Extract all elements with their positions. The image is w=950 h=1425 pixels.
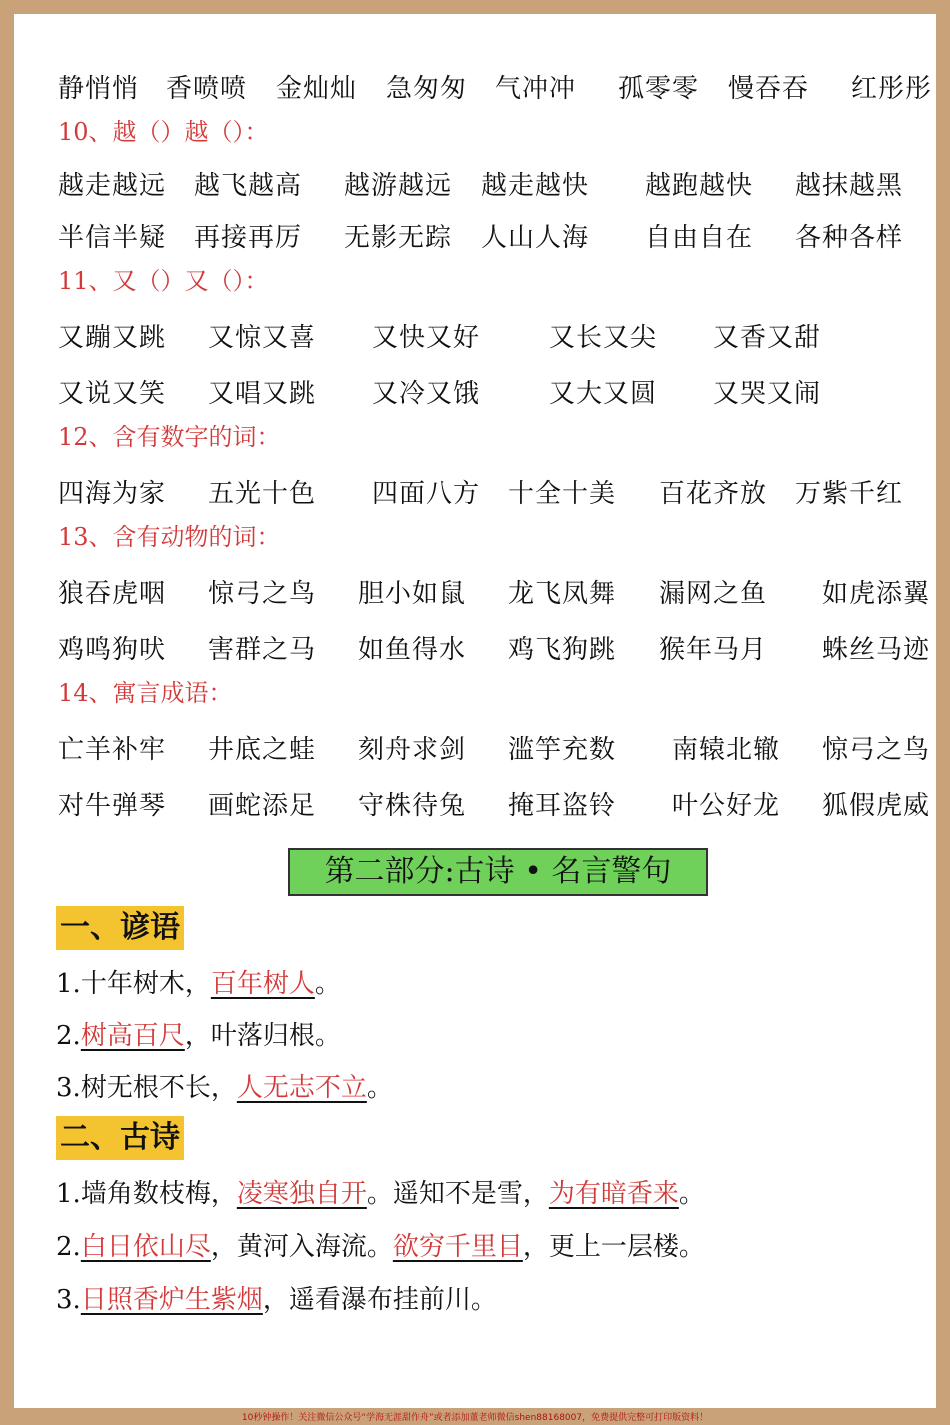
word: 万紫千红: [795, 479, 904, 509]
word: 静悄悄: [58, 74, 140, 104]
poem-line-1: [56, 1174, 705, 1214]
word: 无影无踪: [344, 223, 453, 253]
poem-answer: 日照香炉生紫烟: [80, 1285, 263, 1315]
word: 守株待兔: [358, 791, 467, 821]
poem-text: 。遥知不是雪，: [366, 1179, 549, 1209]
word: 惊弓之鸟: [208, 579, 317, 609]
footer-watermark: 10秒钟操作！关注微信公众号“学海无涯甜作舟”或者添加董老师微信shen88168007，免费提供完整可打印版资料！: [241, 1413, 709, 1423]
word: 越走越远: [58, 171, 167, 201]
word: 对牛弹琴: [58, 791, 167, 821]
proverb-answer: 树高百尺: [80, 1021, 185, 1051]
section-proverbs-title: 一、谚语: [56, 906, 184, 950]
word: 又惊又喜: [208, 323, 317, 353]
word: 滥竽充数: [508, 735, 617, 765]
word: 人山人海: [481, 223, 590, 253]
word: 又大又圆: [549, 379, 658, 409]
proverb-line-1: [56, 964, 341, 1004]
item-number: 2.: [56, 1232, 81, 1262]
item-number: 2.: [56, 1021, 81, 1051]
poem-answer: 白日依山尽: [80, 1232, 211, 1262]
proverb-answer: 百年树人: [210, 969, 315, 999]
poem-answer: 为有暗香来: [548, 1179, 679, 1209]
word: 惊弓之鸟: [822, 735, 931, 765]
word: 又快又好: [372, 323, 481, 353]
heading-14: 14、寓言成语：: [58, 679, 233, 707]
word: 越抹越黑: [795, 171, 904, 201]
item-number: 1.: [56, 1179, 81, 1209]
item-number: 1.: [56, 969, 81, 999]
word: 四海为家: [58, 479, 167, 509]
item-number: 3.: [56, 1073, 81, 1103]
word: 井底之蛙: [208, 735, 317, 765]
word: 南辕北辙: [672, 735, 781, 765]
heading-13: 13、含有动物的词：: [58, 523, 281, 551]
word: 刻舟求剑: [358, 735, 467, 765]
word: 狐假虎威: [822, 791, 931, 821]
proverb-text: 。: [366, 1073, 393, 1103]
word: 蛛丝马迹: [822, 635, 931, 665]
word: 急匆匆: [386, 74, 468, 104]
heading-11: 11、又（）又（）：: [58, 267, 269, 295]
word: 如鱼得水: [358, 635, 467, 665]
word: 越走越快: [481, 171, 590, 201]
word: 金灿灿: [276, 74, 358, 104]
poem-text: ，遥看瀑布挂前川。: [262, 1285, 497, 1315]
part-two-title: 第二部分:古诗 • 名言警句: [288, 848, 708, 896]
word: 越游越远: [344, 171, 453, 201]
worksheet-page: [14, 14, 936, 1408]
poem-line-3: [56, 1280, 497, 1320]
poem-text: 。: [678, 1179, 705, 1209]
word: 又长又尖: [549, 323, 658, 353]
proverb-text: 树无根不长，: [80, 1073, 237, 1103]
word: 红彤彤: [851, 74, 933, 104]
word: 画蛇添足: [208, 791, 317, 821]
word: 鸡鸣狗吠: [58, 635, 167, 665]
word: 害群之马: [208, 635, 317, 665]
word: 又蹦又跳: [58, 323, 167, 353]
heading-12: 12、含有数字的词：: [58, 423, 281, 451]
word: 四面八方: [372, 479, 481, 509]
word: 越飞越高: [194, 171, 303, 201]
proverb-answer: 人无志不立: [236, 1073, 367, 1103]
word: 半信半疑: [58, 223, 167, 253]
poem-line-2: [56, 1227, 705, 1267]
word: 如虎添翼: [822, 579, 931, 609]
proverb-line-2: [56, 1016, 341, 1056]
poem-text: ，更上一层楼。: [522, 1232, 705, 1262]
word: 百花齐放: [659, 479, 768, 509]
item-number: 3.: [56, 1285, 81, 1315]
word: 叶公好龙: [672, 791, 781, 821]
heading-10: 10、越（）越（）：: [58, 118, 269, 146]
word: 十全十美: [508, 479, 617, 509]
word: 亡羊补牢: [58, 735, 167, 765]
word: 又哭又闹: [713, 379, 822, 409]
word: 自由自在: [645, 223, 754, 253]
word: 孤零零: [618, 74, 700, 104]
proverb-text: ，叶落归根。: [184, 1021, 341, 1051]
poem-text: ，黄河入海流。: [210, 1232, 393, 1262]
word: 猴年马月: [659, 635, 768, 665]
proverb-line-3: [56, 1068, 393, 1108]
poem-answer: 凌寒独自开: [236, 1179, 367, 1209]
section-poems-title: 二、古诗: [56, 1116, 184, 1160]
word: 越跑越快: [645, 171, 754, 201]
word: 龙飞凤舞: [508, 579, 617, 609]
word: 气冲冲: [495, 74, 577, 104]
poem-text: 墙角数枝梅，: [80, 1179, 237, 1209]
word: 狼吞虎咽: [58, 579, 167, 609]
proverb-text: 十年树木，: [80, 969, 211, 999]
word: 又香又甜: [713, 323, 822, 353]
word: 再接再厉: [194, 223, 303, 253]
proverb-text: 。: [314, 969, 341, 999]
word: 胆小如鼠: [358, 579, 467, 609]
word: 又冷又饿: [372, 379, 481, 409]
word: 各种各样: [795, 223, 904, 253]
word: 慢吞吞: [728, 74, 810, 104]
word: 香喷喷: [166, 74, 248, 104]
word: 五光十色: [208, 479, 317, 509]
word: 又说又笑: [58, 379, 167, 409]
word: 漏网之鱼: [659, 579, 768, 609]
word: 又唱又跳: [208, 379, 317, 409]
word: 鸡飞狗跳: [508, 635, 617, 665]
poem-answer: 欲穷千里目: [392, 1232, 523, 1262]
word: 掩耳盗铃: [508, 791, 617, 821]
